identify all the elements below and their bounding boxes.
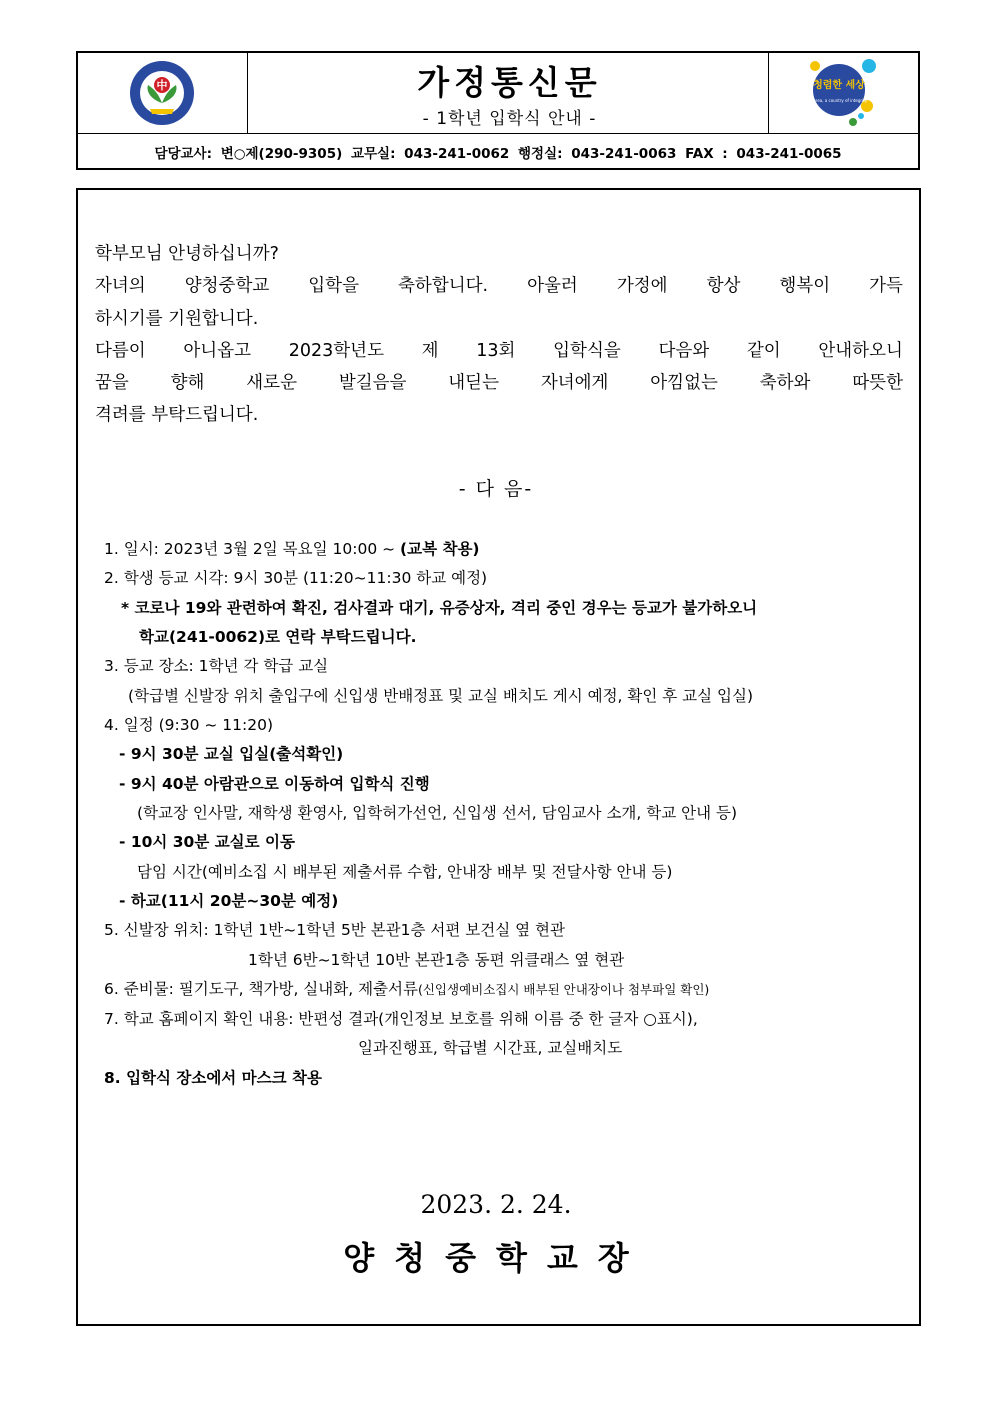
item-5: 5. 신발장 위치: 1학년 1반~1학년 5반 본관1층 서편 보건실 옆 현관: [104, 921, 565, 939]
word: 항상: [706, 276, 741, 296]
word: 자녀에게: [540, 373, 609, 393]
header-row: [78, 53, 918, 134]
intro-line-6: 격려를 부탁드립니다.: [95, 405, 259, 425]
word: 입학을: [308, 276, 359, 296]
word: 행복이: [779, 276, 831, 296]
word: 다음와: [658, 341, 710, 361]
integrity-logo-subtext: Korea, a country of integrity: [810, 98, 868, 103]
item-6-text: 6. 준비물: 필기도구, 책가방, 실내화, 제출서류: [104, 980, 418, 998]
item-6-small: (신입생예비소집시 배부된 안내장이나 첨부파일 확인): [417, 982, 710, 997]
word: 꿈을: [95, 373, 129, 393]
integrity-logo-icon: [805, 56, 885, 128]
item-8: 8. 입학식 장소에서 마스크 착용: [104, 1069, 322, 1087]
page-title: 가정통신문: [417, 63, 602, 102]
item-3-note: (학급별 신발장 위치 출입구에 신입생 반배정표 및 교실 배치도 게시 예정, 확인 후 교실 입실): [128, 687, 754, 705]
item-4-a: - 9시 30분 교실 입실(출석확인): [119, 745, 344, 763]
word: 향해: [170, 373, 205, 393]
header-right-cell: [768, 53, 918, 133]
item-4-c-note: 담임 시간(예비소집 시 배부된 제출서류 수합, 안내장 배부 및 전달사항 안내 등): [137, 863, 673, 881]
item-1: [104, 537, 480, 559]
word: 아울러: [527, 276, 578, 296]
item-3: 3. 등교 장소: 1학년 각 학급 교실: [104, 657, 329, 675]
word: 축하합니다.: [398, 276, 489, 296]
header-left-cell: [78, 53, 248, 133]
word: 다름이: [95, 341, 146, 361]
intro-line-2: [95, 272, 903, 297]
item-4: 4. 일정 (9:30 ~ 11:20): [104, 716, 273, 734]
item-6: [104, 977, 709, 999]
word: 가정에: [616, 276, 668, 296]
word: 입학식을: [553, 341, 621, 361]
school-emblem-icon: [128, 59, 196, 127]
word: 내딛는: [448, 373, 499, 393]
word: 아낌없는: [650, 373, 718, 393]
word: 새로운: [246, 373, 297, 393]
word: 안내하오니: [818, 341, 903, 361]
word: 13회: [476, 341, 516, 361]
page-subtitle: - 1학년 입학식 안내 -: [422, 109, 597, 129]
intro-line-5: [95, 369, 903, 394]
item-2: 2. 학생 등교 시각: 9시 30분 (11:20~11:30 하교 예정): [104, 569, 488, 587]
item-5-line-2: 1학년 6반~1학년 10반 본관1층 동편 위클래스 옆 현관: [248, 951, 625, 969]
item-4-c: - 10시 30분 교실로 이동: [119, 833, 295, 851]
emblem-center-char: 中: [156, 79, 168, 92]
item-4-b-note: (학교장 인사말, 재학생 환영사, 입학허가선언, 신입생 선서, 담임교사 소개, 학교 안내 등): [137, 804, 738, 822]
word: 아니옵고: [183, 341, 252, 361]
header-table: [76, 51, 920, 170]
item-4-b: - 9시 40분 아람관으로 이동하여 입학식 진행: [119, 775, 430, 793]
intro-line-4: [95, 337, 903, 362]
word: 제: [421, 341, 439, 361]
item-2-note-2: 학교(241-0062)로 연락 부탁드립니다.: [139, 628, 417, 646]
item-7-line-2: 일과진행표, 학급별 시간표, 교실배치도: [358, 1039, 623, 1057]
word: 자녀의: [95, 276, 146, 296]
item-1-text: 1. 일시: 2023년 3월 2일 목요일 10:00 ~: [104, 540, 401, 558]
integrity-logo-text: 청렴한 세상: [813, 80, 865, 91]
item-4-d: - 하교(11시 20분~30분 예정): [119, 892, 339, 910]
word: 축하와: [759, 373, 811, 393]
word: 따뜻한: [852, 373, 903, 393]
item-2-note-1: * 코로나 19와 관련하여 확진, 검사결과 대기, 유증상자, 격리 중인 경우는 등교가 불가하오니: [121, 599, 758, 617]
contact-info: 담당교사: 변○제(290-9305) 교무실: 043-241-0062 행정실: 043-241-0063 FAX : 043-241-0065: [154, 146, 842, 162]
section-heading: - 다 음-: [458, 478, 534, 500]
greeting: 학부모님 안녕하십니까?: [95, 244, 279, 264]
item-7: 7. 학교 홈페이지 확인 내용: 반편성 결과(개인정보 보호를 위해 이름 중 한 글자 ○표시),: [104, 1010, 698, 1028]
principal-signature: 양청중학교장: [343, 1239, 649, 1277]
item-1-bold: (교복 착용): [400, 540, 480, 558]
intro-line-3: 하시기를 기원합니다.: [95, 309, 259, 329]
word: 발길음을: [338, 373, 407, 393]
issue-date: 2023. 2. 24.: [420, 1190, 572, 1219]
word: 2023학년도: [288, 341, 384, 361]
word: 양청중학교: [184, 276, 270, 296]
word: 같이: [746, 341, 781, 361]
word: 가득: [869, 276, 903, 296]
